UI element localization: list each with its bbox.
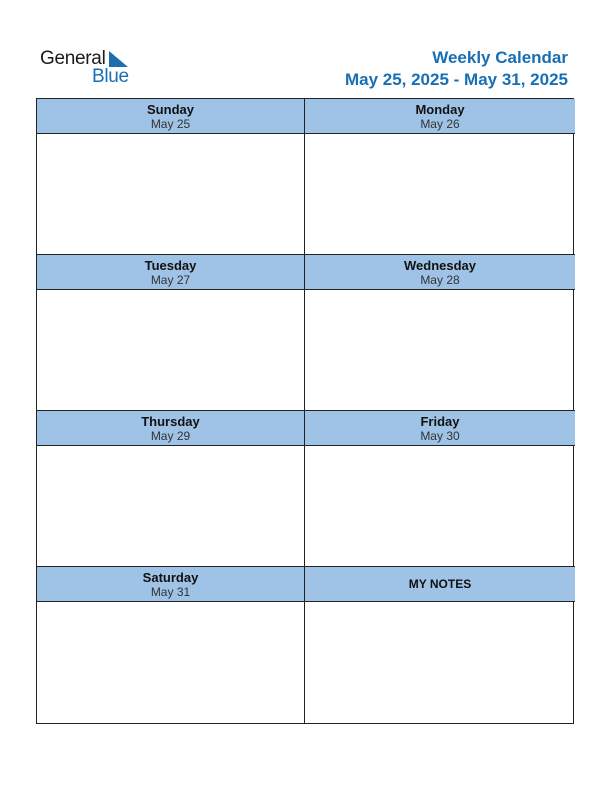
day-notes-area[interactable]	[305, 290, 575, 410]
day-date: May 29	[150, 428, 191, 443]
day-date: May 26	[420, 116, 460, 131]
day-header	[37, 99, 304, 134]
page-title: Weekly Calendar	[432, 48, 568, 67]
day-header	[37, 411, 304, 446]
day-header	[305, 411, 575, 446]
day-name: Wednesday	[403, 257, 476, 273]
day-name: Tuesday	[144, 257, 197, 273]
notes-label: MY NOTES	[408, 577, 472, 591]
day-header	[305, 255, 575, 290]
day-date: May 30	[420, 428, 460, 443]
generalblue-logo	[40, 48, 140, 88]
week-grid	[36, 98, 574, 724]
day-date: May 25	[150, 116, 191, 131]
day-date: May 28	[420, 272, 460, 287]
day-cell-saturday[interactable]	[37, 567, 305, 723]
day-date: May 27	[150, 272, 191, 287]
day-notes-area[interactable]	[37, 602, 304, 723]
day-cell-monday[interactable]	[305, 99, 575, 255]
my-notes-cell[interactable]	[305, 567, 575, 723]
day-header	[37, 567, 304, 602]
day-header	[305, 99, 575, 134]
day-name: Thursday	[141, 413, 200, 429]
day-name: Friday	[420, 413, 460, 429]
notes-area[interactable]	[305, 602, 575, 723]
day-name: Saturday	[142, 569, 199, 585]
notes-header	[305, 567, 575, 602]
day-date: May 31	[150, 584, 191, 599]
day-cell-wednesday[interactable]	[305, 255, 575, 411]
logo-text-blue: Blue	[92, 66, 129, 87]
day-notes-area[interactable]	[37, 290, 304, 410]
logo-text-general: General	[40, 48, 106, 69]
day-cell-thursday[interactable]	[37, 411, 305, 567]
day-name: Sunday	[147, 101, 194, 117]
day-notes-area[interactable]	[305, 134, 575, 254]
day-name: Monday	[415, 101, 465, 117]
day-notes-area[interactable]	[37, 134, 304, 254]
date-range: May 25, 2025 - May 31, 2025	[344, 70, 568, 89]
day-cell-sunday[interactable]	[37, 99, 305, 255]
day-cell-friday[interactable]	[305, 411, 575, 567]
day-notes-area[interactable]	[37, 446, 304, 566]
calendar-title	[345, 48, 568, 91]
day-cell-tuesday[interactable]	[37, 255, 305, 411]
day-header	[37, 255, 304, 290]
day-notes-area[interactable]	[305, 446, 575, 566]
